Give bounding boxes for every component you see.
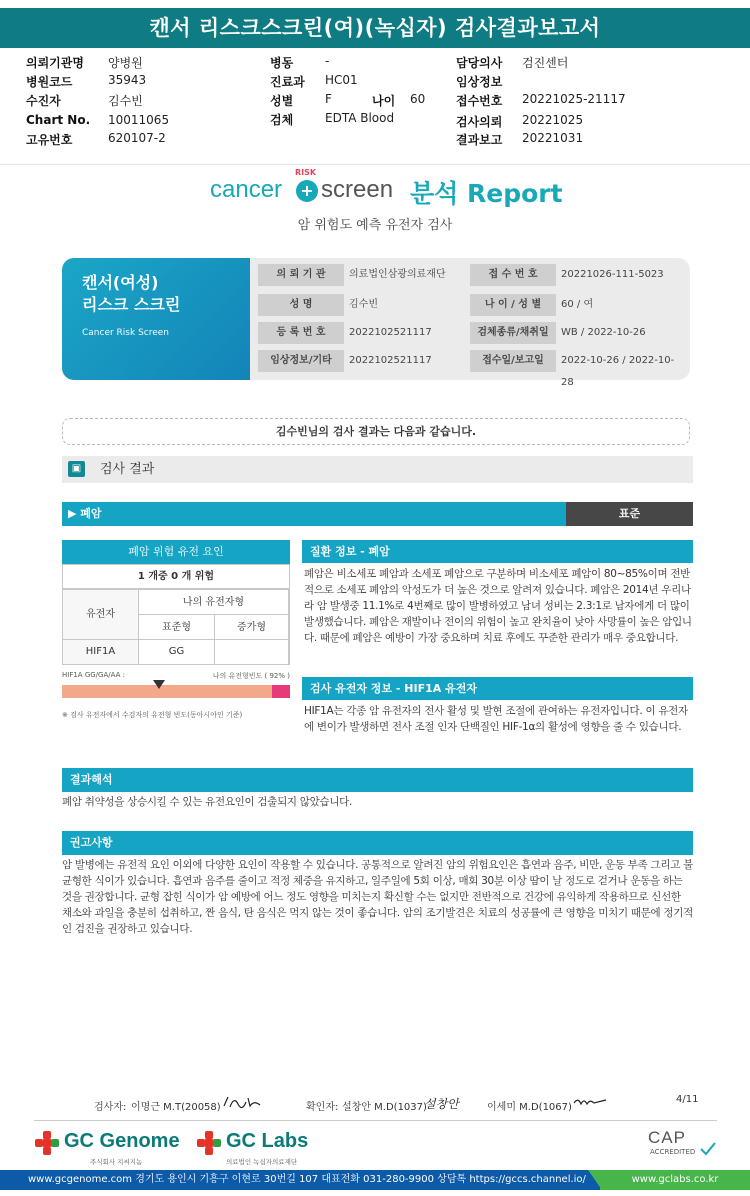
increased-type-header: 증가형 — [215, 615, 289, 640]
report-title: 캔서 리스크스크린(여)(녹십자) 검사결과보고서 — [0, 8, 750, 48]
footer-contact-text: www.gcgenome.com 경기도 용인시 기흥구 이현로 30번길 107 대표전화 031-280-9900 상담톡 https://gccs.channel.io/ — [28, 1174, 586, 1185]
confirmer2-signature — [572, 1095, 610, 1112]
report-date-value: 20221031 — [522, 131, 584, 145]
checkmark-icon — [700, 1142, 716, 1156]
folder-icon: ▣ — [68, 461, 85, 477]
patient-label: 수진자 — [26, 94, 61, 108]
frequency-note: ※ 검사 유전자에서 수검자의 유전형 빈도(동아시아인 기준) — [62, 711, 243, 719]
report-date-label: 결과보고 — [456, 133, 503, 147]
increased-value-cell — [215, 640, 289, 664]
age-label: 나이 — [372, 94, 396, 108]
gene-info-text: HIF1A는 각종 암 유전자의 전사 활성 및 발현 조절에 관여하는 유전자입니다. 이 유전자에 변이가 발생하면 전사 조절 인자 단백질인 HIF-1α의 활성에 영향을 줄 수 있습니다. — [304, 705, 688, 733]
header-divider — [0, 164, 750, 165]
chart-no-label: Chart No. — [26, 113, 91, 127]
report-subtitle: 암 위험도 예측 유전자 검사 — [297, 218, 453, 233]
card-key: 접 수 번 호 — [470, 264, 556, 286]
confirmer1-signature: 설창안 — [424, 1097, 459, 1111]
report-header — [0, 54, 750, 148]
gene-name-cell: HIF1A — [63, 640, 139, 664]
sex-value: F — [325, 92, 332, 106]
ward-label: 병동 — [270, 56, 294, 70]
frequency-right-label: 나의 유전형빈도 ( 92% ) — [212, 672, 290, 680]
card-key: 등 록 번 호 — [258, 322, 344, 344]
request-date-value: 20221025 — [522, 113, 584, 127]
patient-value: 김수빈 — [108, 94, 143, 108]
gc-genome-logo — [34, 1130, 194, 1170]
recommendation-header: 권고사항 — [62, 831, 693, 855]
card-key: 임상정보/기타 — [258, 350, 344, 372]
standard-type-header: 표준형 — [139, 615, 215, 640]
lung-cancer-category — [62, 502, 693, 526]
specimen-value: EDTA Blood — [325, 111, 395, 125]
clinical-info-label: 임상정보 — [456, 75, 503, 89]
gene-table-title: 폐암 위험 유전 요인 — [62, 540, 290, 564]
department-label: 진료과 — [270, 75, 305, 89]
unique-no-label: 고유번호 — [26, 133, 73, 147]
receipt-no-label: 접수번호 — [456, 94, 503, 108]
request-date-label: 검사의뢰 — [456, 115, 503, 129]
doctor-label: 담당의사 — [456, 56, 503, 70]
specimen-label: 검체 — [270, 113, 294, 127]
examiner-signature — [222, 1094, 264, 1113]
gc-labs-logo — [196, 1130, 326, 1170]
card-title-line2: 리스크 스크린 — [82, 295, 181, 314]
patient-info-card — [62, 258, 690, 388]
logo-risk-text: RISK — [295, 168, 317, 177]
logo-report-text: 분석 Report — [410, 179, 563, 208]
result-section-title: 검사 결과 — [100, 462, 155, 477]
card-key: 접수일/보고일 — [470, 350, 556, 372]
ward-value: - — [325, 54, 330, 68]
cap-text: CAP — [648, 1128, 686, 1147]
disease-info-header: 질환 정보 - 폐암 — [302, 540, 693, 563]
unique-no-value: 620107-2 — [108, 131, 166, 145]
logo-screen-text: screen — [321, 176, 394, 203]
card-key: 의 뢰 기 관 — [258, 264, 344, 286]
confirmer1-name: 설창안 M.D(1037) — [342, 1102, 427, 1113]
card-title-line1: 캔서(여성) — [82, 273, 159, 292]
gene-table-body — [62, 589, 290, 665]
card-value: 의료법인삼광의료재단 — [349, 269, 446, 280]
examiner-name: 이명근 M.T(20058) — [131, 1102, 221, 1113]
gc-genome-sub: 주식회사 지씨지놈 — [90, 1158, 143, 1166]
status-badge: 표준 — [566, 502, 693, 526]
plus-icon: + — [296, 180, 318, 202]
hospital-name-label: 의뢰기관명 — [26, 56, 84, 70]
gc-cross-icon — [34, 1130, 60, 1156]
gc-labs-sub: 의료법인 녹십자의료재단 — [226, 1158, 298, 1166]
footer-bar — [0, 1170, 750, 1190]
department-value: HC01 — [325, 73, 358, 87]
gc-cross-icon — [196, 1130, 222, 1156]
frequency-marker-icon — [153, 680, 165, 689]
card-value: 2022102521117 — [349, 327, 432, 338]
card-info-table — [258, 264, 684, 388]
cancer-screen-logo — [0, 168, 750, 214]
card-title-en: Cancer Risk Screen — [82, 328, 170, 338]
card-value: WB / 2022-10-26 — [561, 327, 646, 338]
gene-table-summary: 1 개중 0 개 위험 — [137, 571, 215, 582]
hospital-code-label: 병원코드 — [26, 75, 73, 89]
gene-info-header: 검사 유전자 정보 - HIF1A 유전자 — [302, 677, 693, 700]
hospital-code-value: 35943 — [108, 73, 147, 87]
gc-labs-text: GC Labs — [226, 1130, 309, 1152]
result-section-header — [62, 456, 693, 483]
card-value: 20221026-111-5023 — [561, 269, 664, 280]
standard-value-cell: GG — [139, 640, 215, 664]
card-key: 검체종류/채취일 — [470, 322, 556, 344]
category-name: ▶ 폐암 — [62, 502, 566, 526]
recommendation-text: 암 발병에는 유전적 요인 이외에 다양한 요인이 작용할 수 있습니다. 공통적으로 알려진 암의 위험요인은 흡연과 음주, 비만, 운동 부족 그리고 불균형한 식이가 있습니다. 흡연과 음주를 줄이고 적정 체중을 유지하고, 일주일에 5회 이상, 매회 30분 이상 땀이 날 정도로 걷거나 운동을 하는 것을 권장합니다. 균형 잡힌 식이가 암 예방에 어느 정도 영향을 미치는지 확신할 수는 없지만 전반적으로 건강에 유익하게 작용하므로 신선한 채소와 과일을 충분히 섭취하고, 짠 음식, 탄 음식은 먹지 않는 것이 좋습니다. 암의 조기발견은 치료의 성공률에 큰 영향을 미치기 때문에 정기적인 검진을 권장하고 있습니다. — [62, 859, 693, 935]
card-value: 2022102521117 — [349, 355, 432, 366]
card-value: 2022-10-26 / 2022-10-28 — [561, 355, 675, 388]
gene-table-summary-row — [62, 564, 290, 589]
sex-label: 성별 — [270, 94, 294, 108]
my-genotype-header: 나의 유전자형 — [139, 590, 289, 615]
confirmer2-name: 이세미 M.D(1067) — [487, 1102, 572, 1113]
footer-website-link[interactable]: www.gclabs.co.kr — [600, 1170, 750, 1190]
interpretation-header: 결과해석 — [62, 768, 693, 792]
hospital-name-value: 양병원 — [108, 56, 143, 70]
result-notice: 김수빈님의 검사 결과는 다음과 같습니다. — [62, 418, 690, 445]
card-key: 성 명 — [258, 294, 344, 316]
doctor-value: 검진센터 — [522, 56, 569, 70]
frequency-bar — [62, 685, 290, 698]
card-value: 60 / 여 — [561, 299, 594, 310]
chart-no-value: 10011065 — [108, 113, 170, 127]
cap-sub: ACCREDITED — [650, 1148, 696, 1156]
card-value: 김수빈 — [349, 299, 378, 310]
disease-info-text: 폐암은 비소세포 폐암과 소세포 폐암으로 구분하며 비소세포 폐암이 80~85%이며 전반적으로 소세포 폐암의 악성도가 더 높은 것으로 알려져 있습니다. 폐암은 2014년 우리나라 암 발생중 11.1%로 4번째로 많이 발병하였고 남녀 성비는 2.3:1로 남자에게 더 많이 발생했습니다. 폐암은 재발이나 전이의 위험이 높고 완치율이 낮아 사망률이 높은 암입니다. 때문에 폐암은 예방이 가장 중요하며 치료 후에도 꾸준한 관리가 매우 중요합니다. — [304, 568, 692, 644]
gc-genome-text: GC Genome — [64, 1130, 180, 1152]
cap-accredited-logo — [648, 1128, 718, 1164]
frequency-left-label: HIF1A GG/GA/AA : — [62, 671, 125, 679]
frequency-bar-end — [272, 685, 290, 698]
examiner-label: 검사자: — [94, 1102, 127, 1113]
logo-cancer-text: cancer — [210, 176, 283, 203]
page-number: 4/11 — [676, 1094, 699, 1105]
gene-col-header: 유전자 — [63, 590, 139, 640]
card-title-panel — [62, 258, 250, 380]
signature-row — [0, 1094, 750, 1116]
receipt-no-value: 20221025-21117 — [522, 92, 626, 106]
footer-divider — [34, 1120, 717, 1121]
age-value: 60 — [410, 92, 426, 106]
interpretation-text: 폐암 취약성을 상승시킬 수 있는 유전요인이 검출되지 않았습니다. — [62, 796, 353, 808]
confirmer-label: 확인자: — [306, 1102, 339, 1113]
card-key: 나 이 / 성 별 — [470, 294, 556, 316]
